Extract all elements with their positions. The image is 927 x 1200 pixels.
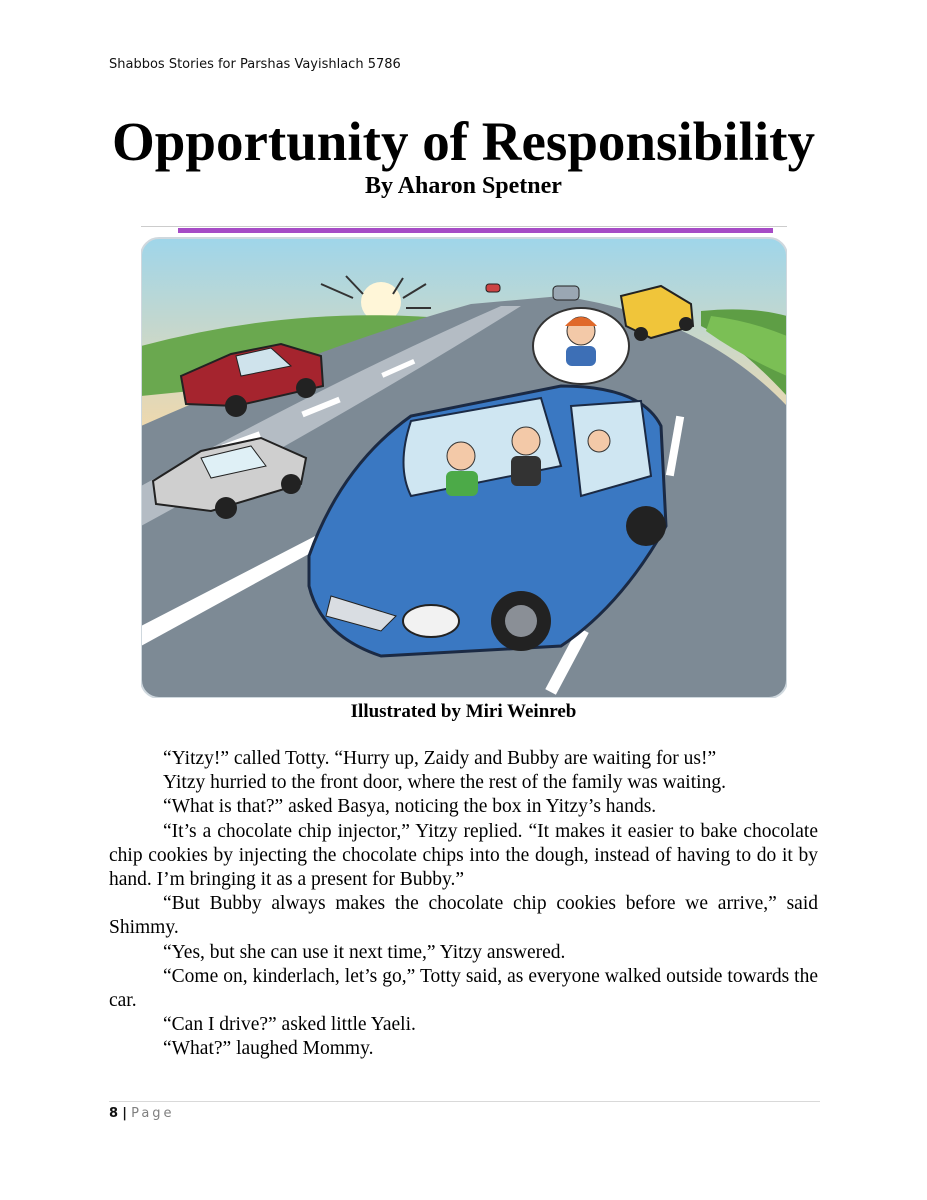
story-paragraph: Yitzy hurried to the front door, where the rest of the family was waiting. bbox=[163, 772, 726, 794]
page-number: 8 bbox=[109, 1106, 119, 1121]
story-paragraph: “What?” laughed Mommy. bbox=[163, 1038, 374, 1060]
page-footer bbox=[109, 1106, 175, 1121]
page-label: Page bbox=[131, 1106, 175, 1121]
footer-separator: | bbox=[122, 1106, 127, 1121]
story-paragraph: “Come on, kinderlach, let’s go,” Totty said, as everyone walked outside towards the car. bbox=[109, 965, 818, 1012]
story-paragraph: “It’s a chocolate chip injector,” Yitzy replied. “It makes it easier to bake chocolate chip cookies by injecting the chocolate chips into the dough, instead of having to do it by hand. I’m bringing it as a present for Bubby.” bbox=[109, 820, 818, 891]
story-body bbox=[109, 747, 818, 1062]
story-paragraph: “But Bubby always makes the chocolate chip cookies before we arrive,” said Shimmy. bbox=[109, 893, 818, 939]
story-paragraph: “Can I drive?” asked little Yaeli. bbox=[163, 1014, 416, 1036]
running-header: Shabbos Stories for Parshas Vayishlach 5786 bbox=[109, 57, 401, 72]
footer-divider bbox=[109, 1101, 820, 1102]
purple-rule bbox=[178, 228, 773, 233]
illustration-caption: Illustrated by Miri Weinreb bbox=[350, 701, 577, 722]
story-title: Opportunity of Responsibility bbox=[112, 111, 815, 172]
story-paragraph: “Yes, but she can use it next time,” Yitzy answered. bbox=[163, 941, 566, 963]
story-illustration bbox=[141, 226, 787, 698]
story-byline: By Aharon Spetner bbox=[365, 173, 562, 199]
story-paragraph: “Yitzy!” called Totty. “Hurry up, Zaidy and Bubby are waiting for us!” bbox=[163, 748, 717, 769]
story-paragraph: “What is that?” asked Basya, noticing the box in Yitzy’s hands. bbox=[163, 796, 657, 818]
